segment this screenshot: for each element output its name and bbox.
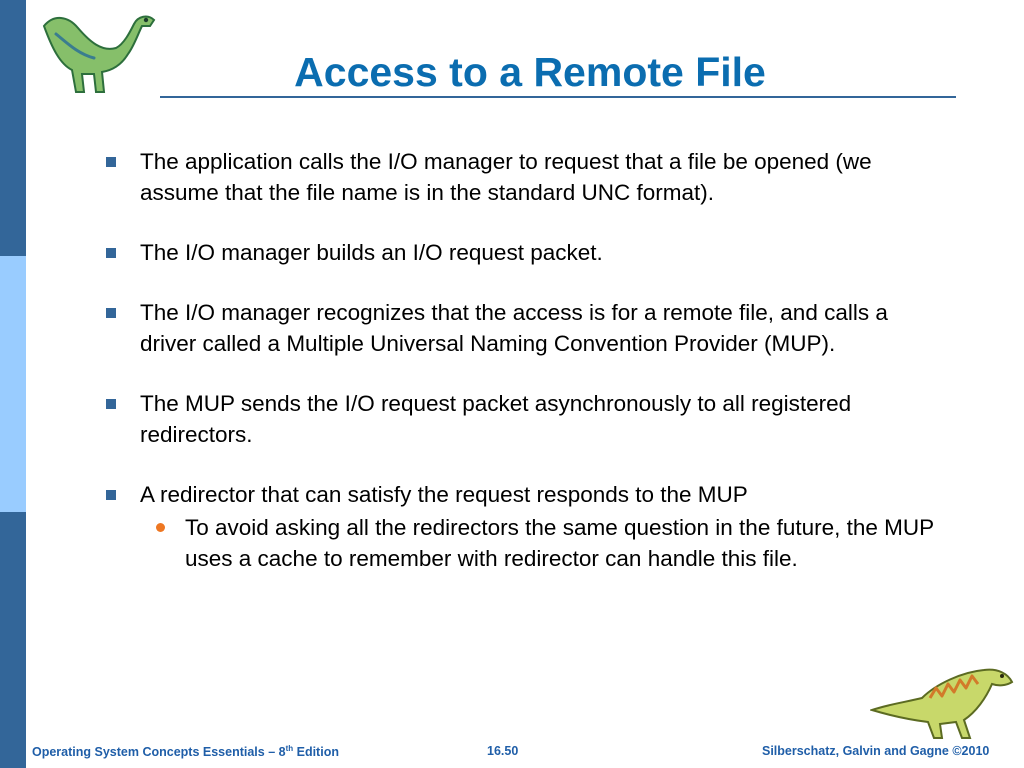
footer-page-number: 16.50: [487, 744, 519, 758]
bullet-item: [100, 297, 940, 359]
square-bullet-icon: [106, 248, 116, 258]
slide-content: [100, 146, 940, 574]
footer-book-title: [32, 744, 339, 759]
bullet-text: The I/O manager recognizes that the access is for a remote file, and calls a driver called a Multiple Universal Naming Convention Provider (MUP).: [140, 300, 888, 356]
bullet-text: The MUP sends the I/O request packet asynchronously to all registered redirectors.: [140, 391, 852, 447]
bullet-text: The application calls the I/O manager to request that a file be opened (we assume that the file name is in the standard UNC format).: [140, 149, 872, 205]
footer-book-title-text: Operating System Concepts Essentials – 8: [32, 745, 286, 760]
bullet-text: A redirector that can satisfy the request responds to the MUP: [140, 482, 748, 507]
bullet-text: The I/O manager builds an I/O request packet.: [140, 240, 603, 265]
sidebar-block-bottom: [0, 512, 26, 768]
bullet-item: [100, 237, 940, 268]
sidebar-block-middle: [0, 256, 26, 512]
square-bullet-icon: [106, 399, 116, 409]
dinosaur-icon: [870, 658, 1016, 740]
title-divider: [160, 96, 956, 98]
sidebar-block-top: [0, 0, 26, 256]
bullet-item: [100, 146, 940, 208]
round-bullet-icon: [156, 523, 165, 532]
dinosaur-icon: [38, 8, 160, 96]
footer-book-title-sup: th: [285, 744, 294, 753]
square-bullet-icon: [106, 490, 116, 500]
square-bullet-icon: [106, 308, 116, 318]
slide-title: Access to a Remote File: [294, 49, 766, 95]
sub-bullet-text: To avoid asking all the redirectors the same question in the future, the MUP uses a cache to remember with redirector can handle this file.: [185, 515, 934, 571]
bullet-item: [100, 388, 940, 450]
square-bullet-icon: [106, 157, 116, 167]
bullet-item: [100, 479, 940, 510]
sub-bullet-item: [100, 512, 940, 574]
footer-book-title-suffix: Edition: [293, 745, 339, 760]
footer-authors: Silberschatz, Galvin and Gagne ©2010: [762, 744, 990, 758]
